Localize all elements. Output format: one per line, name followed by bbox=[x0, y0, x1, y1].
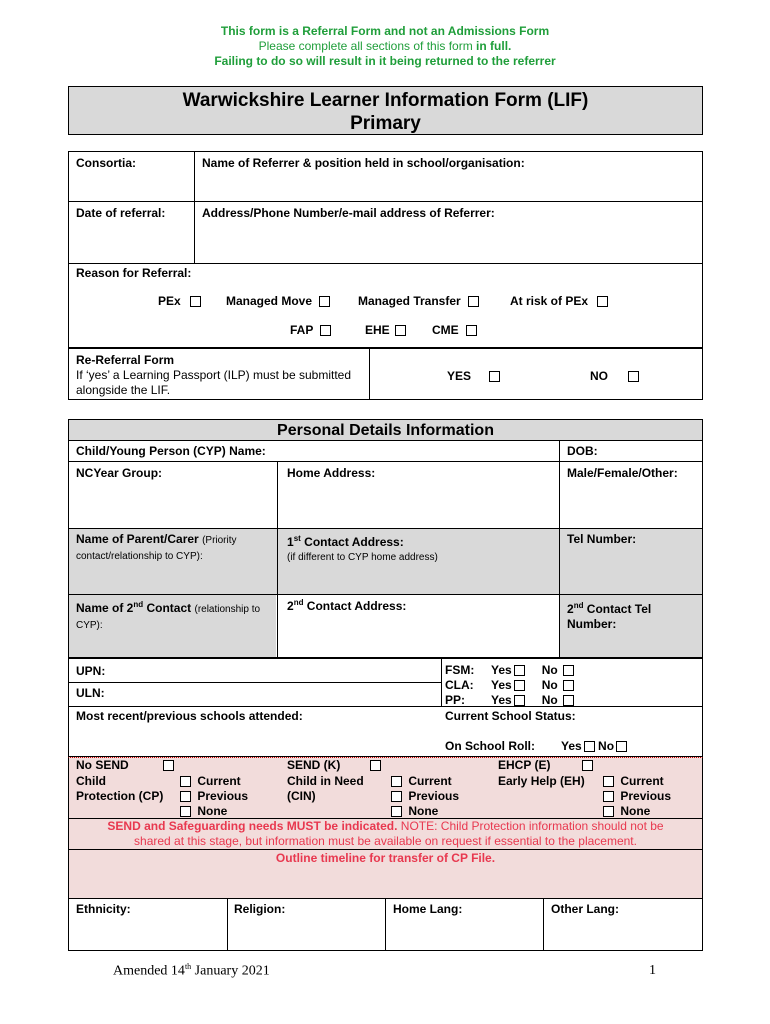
form-title-box bbox=[68, 86, 703, 135]
cin-current-checkbox[interactable] bbox=[391, 776, 402, 787]
fsm-no-checkbox[interactable] bbox=[563, 665, 574, 676]
religion-label: Religion: bbox=[234, 902, 286, 916]
cp-none-checkbox[interactable] bbox=[180, 806, 191, 817]
header-line-3: Failing to do so will result in it being returned to the referrer bbox=[214, 54, 556, 68]
rereferral-yes: YES bbox=[447, 369, 500, 383]
page-number: 1 bbox=[649, 963, 656, 978]
rereferral-title: Re-Referral Form bbox=[76, 353, 175, 367]
cin-label: Child in Need (CIN) bbox=[287, 774, 364, 803]
send-k-checkbox[interactable] bbox=[370, 760, 381, 771]
year-group-label: NCYear Group: bbox=[76, 466, 163, 480]
pex-checkbox[interactable] bbox=[190, 296, 201, 307]
ethnicity-label: Ethnicity: bbox=[76, 902, 131, 916]
ehe-checkbox[interactable] bbox=[395, 325, 406, 336]
pp-row: PP: Yes No bbox=[445, 693, 574, 707]
header-notice bbox=[0, 24, 770, 69]
safeguarding-note: SEND and Safeguarding needs MUST be indicated. NOTE: Child Protection information should not be shared at this stage, but information must be available on request if essential to the placement. bbox=[107, 819, 664, 848]
cp-label: Child Protection (CP) bbox=[76, 774, 164, 803]
header-line-2: Please complete all sections of this form in full. bbox=[258, 39, 512, 53]
pp-yes-checkbox[interactable] bbox=[514, 695, 525, 706]
reason-option-at-risk: At risk of PEx bbox=[510, 294, 608, 308]
cin-previous-checkbox[interactable] bbox=[391, 791, 402, 802]
eh-label: Early Help (EH) bbox=[498, 774, 585, 788]
amended-date: Amended 14th January 2021 bbox=[113, 962, 270, 979]
personal-details-heading: Personal Details Information bbox=[68, 419, 703, 441]
fap-checkbox[interactable] bbox=[320, 325, 331, 336]
on-roll-yes-checkbox[interactable] bbox=[584, 741, 595, 752]
eh-previous-checkbox[interactable] bbox=[603, 791, 614, 802]
managed-transfer-checkbox[interactable] bbox=[468, 296, 479, 307]
reason-label: Reason for Referral: bbox=[76, 266, 192, 280]
cp-current-checkbox[interactable] bbox=[180, 776, 191, 787]
rereferral-no-checkbox[interactable] bbox=[628, 371, 639, 382]
send-k-option: SEND (K) bbox=[287, 758, 381, 772]
contact1-address-label: 1st Contact Address: (if different to CYP home address) bbox=[287, 534, 438, 563]
pp-no-checkbox[interactable] bbox=[563, 695, 574, 706]
form-subtitle: Primary bbox=[350, 113, 421, 134]
managed-move-checkbox[interactable] bbox=[319, 296, 330, 307]
reason-option-managed-move: Managed Move bbox=[226, 294, 330, 308]
no-send-checkbox[interactable] bbox=[163, 760, 174, 771]
ehcp-option: EHCP (E) bbox=[498, 758, 593, 772]
cp-timeline-label: Outline timeline for transfer of CP File. bbox=[275, 851, 496, 865]
home-address-label: Home Address: bbox=[287, 466, 376, 480]
rereferral-line-1: If ‘yes’ a Learning Passport (ILP) must be submitted bbox=[76, 368, 352, 382]
eh-current-checkbox[interactable] bbox=[603, 776, 614, 787]
on-roll-row: On School Roll: Yes No bbox=[445, 739, 627, 753]
rereferral-yes-checkbox[interactable] bbox=[489, 371, 500, 382]
cla-row: CLA: Yes No bbox=[445, 678, 574, 692]
recent-schools-label: Most recent/previous schools attended: bbox=[76, 709, 303, 723]
reason-option-cme: CME bbox=[432, 323, 477, 337]
referrer-name-label: Name of Referrer & position held in school/organisation: bbox=[202, 156, 525, 170]
parent-name-label: Name of Parent/Carer (Priority contact/relationship to CYP): bbox=[76, 532, 237, 562]
contact2-name-label: Name of 2nd Contact (relationship to CYP): bbox=[76, 600, 261, 631]
cin-options: Current Previous None bbox=[391, 774, 459, 819]
no-send-option: No SEND bbox=[76, 758, 174, 772]
reason-option-fap: FAP bbox=[290, 323, 331, 337]
fsm-row: FSM: Yes No bbox=[445, 663, 574, 677]
dob-label: DOB: bbox=[567, 444, 598, 458]
reason-option-managed-transfer: Managed Transfer bbox=[358, 294, 479, 308]
gender-label: Male/Female/Other: bbox=[567, 466, 678, 480]
rereferral-text bbox=[76, 353, 351, 398]
reason-option-pex: PEx bbox=[158, 294, 201, 308]
cyp-name-label: Child/Young Person (CYP) Name: bbox=[76, 444, 266, 458]
form-title: Warwickshire Learner Information Form (LIF) bbox=[182, 90, 589, 111]
contact2-address-label: 2nd Contact Address: bbox=[287, 598, 407, 613]
on-roll-no-checkbox[interactable] bbox=[616, 741, 627, 752]
ehcp-checkbox[interactable] bbox=[582, 760, 593, 771]
upn-label: UPN: bbox=[76, 664, 106, 678]
cme-checkbox[interactable] bbox=[466, 325, 477, 336]
rereferral-no: NO bbox=[590, 369, 639, 383]
tel-number-label: Tel Number: bbox=[567, 532, 637, 546]
uln-label: ULN: bbox=[76, 686, 105, 700]
reason-option-ehe: EHE bbox=[365, 323, 406, 337]
cla-no-checkbox[interactable] bbox=[563, 680, 574, 691]
consortia-label: Consortia: bbox=[76, 156, 136, 170]
cp-options: Current Previous None bbox=[180, 774, 248, 819]
cin-none-checkbox[interactable] bbox=[391, 806, 402, 817]
fsm-yes-checkbox[interactable] bbox=[514, 665, 525, 676]
home-lang-label: Home Lang: bbox=[393, 902, 463, 916]
header-line-1: This form is a Referral Form and not an Admissions Form bbox=[220, 24, 550, 38]
rereferral-line-2: alongside the LIF. bbox=[76, 383, 171, 397]
eh-options: Current Previous None bbox=[603, 774, 671, 819]
at-risk-checkbox[interactable] bbox=[597, 296, 608, 307]
referrer-address-label: Address/Phone Number/e-mail address of Referrer: bbox=[202, 206, 495, 220]
date-of-referral-label: Date of referral: bbox=[76, 206, 166, 220]
cla-yes-checkbox[interactable] bbox=[514, 680, 525, 691]
contact2-tel-label: 2nd Contact Tel Number: bbox=[567, 601, 652, 631]
cp-previous-checkbox[interactable] bbox=[180, 791, 191, 802]
other-lang-label: Other Lang: bbox=[551, 902, 619, 916]
school-status-label: Current School Status: bbox=[445, 709, 576, 723]
eh-none-checkbox[interactable] bbox=[603, 806, 614, 817]
